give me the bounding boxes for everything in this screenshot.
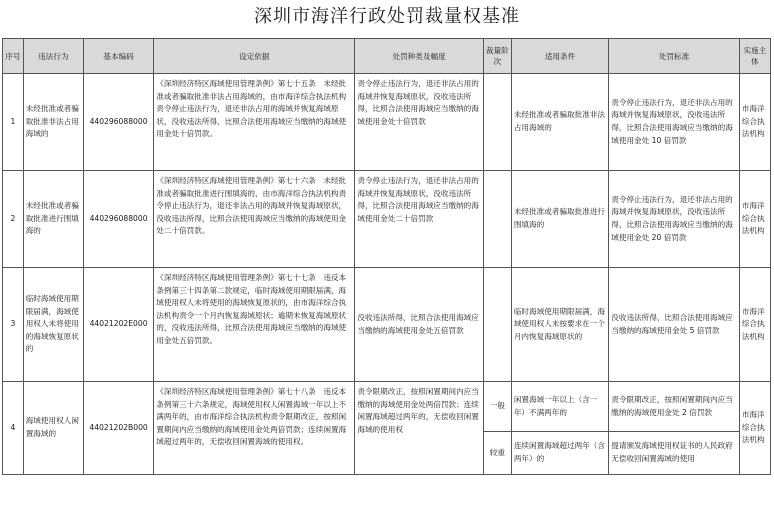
header-code: 基本编码 (83, 39, 153, 74)
table-row (3, 171, 771, 268)
cell-subject: 市海洋综合执法机构 (739, 171, 770, 268)
cell-condition: 临时海域使用期限届满，海域使用权人未按要求在一个月内恢复海域原状的 (511, 268, 608, 382)
cell-violation: 未经批准或者骗取批准非法占用海域的 (23, 74, 83, 171)
header-condition: 适用条件 (511, 39, 608, 74)
header-subject: 实施主体 (739, 39, 770, 74)
cell-condition: 连续闲置海域超过两年（含两年）的 (511, 432, 608, 475)
cell-level (483, 171, 511, 268)
header-level: 裁量阶次 (483, 39, 511, 74)
table-row (3, 382, 771, 432)
header-seq: 序号 (3, 39, 24, 74)
cell-code: 44021202B000 (83, 382, 153, 475)
header-penalty: 处罚种类及幅度 (355, 39, 484, 74)
cell-standard: 没收违法所得，比照合法使用海域应当缴纳的海域使用金处 5 倍罚款 (609, 268, 740, 382)
page-title: 深圳市海洋行政处罚裁量权基准 (254, 6, 520, 27)
cell-condition: 未经批准或者骗取批准非法占用海域的 (511, 74, 608, 171)
cell-penalty: 没收违法所得，比照合法使用海域应当缴纳的海域使用金处五倍罚款 (355, 268, 484, 382)
cell-basis: 《深圳经济特区海域使用管理条例》第七十七条 违反本条例第三十四条第二款规定，临时海域使用期限届满，海域使用权人未将使用的海域恢复原状的，由市海洋综合执法机构责令一个月内恢复海域原状；逾期未恢复海域原状的，没收违法所得，比照合法使用海域应当缴纳的海域使用金处五倍罚款。 (154, 268, 355, 382)
cell-basis: 《深圳经济特区海域使用管理条例》第七十六条 未经批准或者骗取批准进行围填海的，由市海洋综合执法机构责令停止违法行为，退还非法占用的海域并恢复海域原状，没收违法所得，比照合法使用海域应当缴纳的海域使用金处二十倍罚款。 (154, 171, 355, 268)
cell-code: 440296088000 (83, 74, 153, 171)
cell-violation: 临时海域使用期限届满，海域使用权人未将使用的海域恢复原状的 (23, 268, 83, 382)
cell-standard: 责令停止违法行为，退还非法占用的海域并恢复海域原状，没收违法所得，比照合法使用海域应当缴纳的海域使用金处 20 倍罚款 (609, 171, 740, 268)
cell-condition: 未经批准或者骗取批准进行围填海的 (511, 171, 608, 268)
cell-seq: 4 (3, 382, 24, 475)
cell-seq: 1 (3, 74, 24, 171)
cell-condition: 闲置海域一年以上（含一年）不满两年的 (511, 382, 608, 432)
cell-penalty: 责令停止违法行为，退还非法占用的海域并恢复海域原状，没收违法所得，比照合法使用海域应当缴纳的海域使用金处十倍罚款 (355, 74, 484, 171)
header-violation: 违法行为 (23, 39, 83, 74)
cell-basis: 《深圳经济特区海域使用管理条例》第七十八条 违反本条例第三十六条规定，海域使用权人闲置海域一年以上不满两年的，由市海洋综合执法机构责令限期改正，按照闲置期间内应当缴纳的海域使用金处两倍罚款；连续闲置海域超过两年的，无偿收回闲置海域的使用权。 (154, 382, 355, 475)
table-row (3, 268, 771, 382)
cell-level: 一般 (483, 382, 511, 432)
cell-seq: 2 (3, 171, 24, 268)
cell-penalty: 责令停止违法行为，退还非法占用的海域并恢复海域原状，没收违法所得，比照合法使用海域应当缴纳的海域使用金处二十倍罚款 (355, 171, 484, 268)
cell-subject: 市海洋综合执法机构 (739, 74, 770, 171)
cell-violation: 未经批准或者骗取批准进行围填海的 (23, 171, 83, 268)
cell-code: 440296088000 (83, 171, 153, 268)
table-header-row (3, 39, 771, 74)
cell-standard: 提请颁发海域使用权证书的人民政府无偿收回闲置海域的使用 (609, 432, 740, 475)
table-row (3, 74, 771, 171)
cell-violation: 海域使用权人闲置海域的 (23, 382, 83, 475)
cell-standard: 责令停止违法行为，退还非法占用的海域并恢复海域原状，没收违法所得，比照合法使用海域应当缴纳的海域使用金处 10 倍罚款 (609, 74, 740, 171)
cell-subject: 市海洋综合执法机构 (739, 382, 770, 475)
cell-level: 较重 (483, 432, 511, 475)
cell-level (483, 268, 511, 382)
cell-level (483, 74, 511, 171)
cell-standard: 责令限期改正，按照闲置期间内应当缴纳的海域使用金处 2 倍罚款 (609, 382, 740, 432)
header-basis: 设定依据 (154, 39, 355, 74)
cell-subject: 市海洋综合执法机构 (739, 268, 770, 382)
header-standard: 处罚标准 (609, 39, 740, 74)
cell-seq: 3 (3, 268, 24, 382)
cell-code: 44021202E000 (83, 268, 153, 382)
cell-penalty: 责令限期改正，按照闲置期间内应当缴纳的海域使用金处两倍罚款；连续闲置海域超过两年的，无偿收回闲置海域的使用权 (355, 382, 484, 475)
cell-basis: 《深圳经济特区海域使用管理条例》第七十五条 未经批准或者骗取批准非法占用海域的，由市海洋综合执法机构责令停止违法行为，退还非法占用的海域并恢复海域原状，没收违法所得，比照合法使用海域应当缴纳的海域使用金处十倍罚款。 (154, 74, 355, 171)
penalty-table (2, 38, 771, 475)
